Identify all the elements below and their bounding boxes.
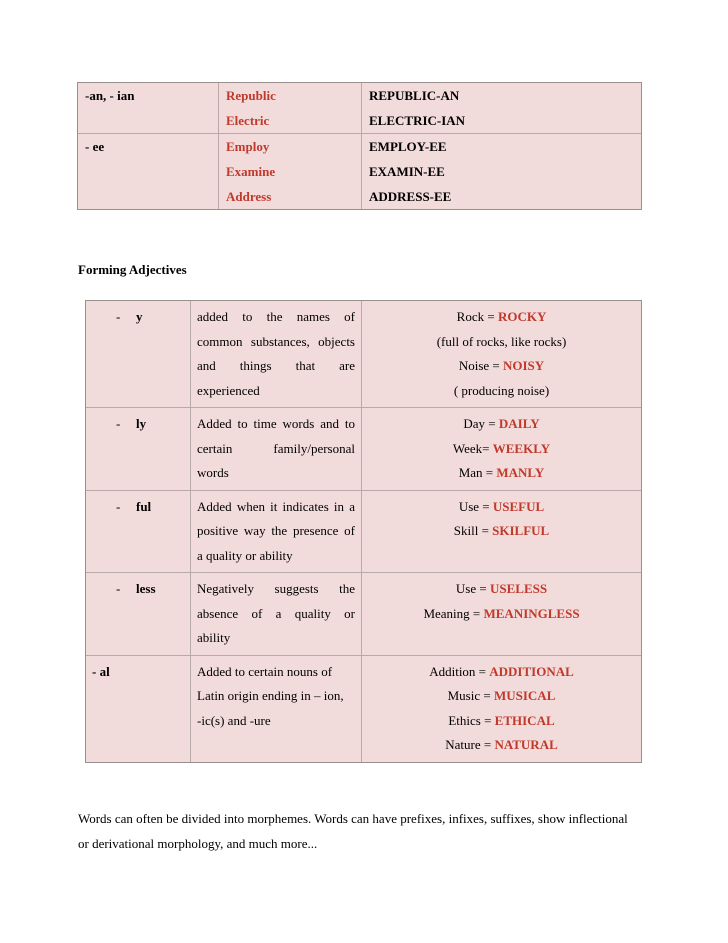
- example-note: ( producing noise): [453, 382, 550, 398]
- examples-cell: [362, 656, 641, 762]
- description-line: added to the names of: [197, 309, 355, 324]
- base-word: Examine: [226, 164, 276, 179]
- description-line: words: [197, 465, 229, 480]
- example-line: [368, 709, 635, 734]
- section-heading: Forming Adjectives: [78, 262, 187, 277]
- example-base: Meaning =: [423, 605, 484, 621]
- suffix-dash: -: [116, 581, 121, 596]
- suffix-cell: [86, 656, 191, 762]
- description-line: Added to time words and to: [197, 416, 355, 431]
- table-row: [78, 134, 641, 209]
- word-cell: [219, 134, 362, 209]
- result-word: ELECTRIC-IAN: [369, 113, 466, 128]
- base-word: Republic: [226, 88, 276, 103]
- description-cell: [191, 573, 362, 656]
- example-result: WEEKLY: [492, 440, 551, 456]
- example-result: MEANINGLESS: [483, 605, 580, 621]
- base-word: Electric: [226, 113, 270, 128]
- description-cell: [191, 408, 362, 491]
- suffix-noun-table: [77, 82, 642, 210]
- example-result: MUSICAL: [493, 688, 556, 703]
- example-result: ETHICAL: [494, 712, 555, 728]
- example-line: [368, 437, 635, 462]
- example-base: Week=: [452, 440, 493, 456]
- table-row: [78, 83, 641, 134]
- table-row: [86, 491, 641, 574]
- example-note: (full of rocks, like rocks): [436, 333, 567, 349]
- example-result: ROCKY: [497, 309, 547, 324]
- description-line: experienced: [197, 382, 260, 398]
- description-line: positive way the presence of: [197, 523, 355, 538]
- example-base: Day =: [463, 416, 499, 431]
- description-line: -ic(s) and -ure: [197, 712, 271, 728]
- suffix-dash: -: [116, 309, 121, 324]
- description-line: and things that are: [197, 358, 355, 373]
- example-line: [368, 305, 635, 330]
- examples-cell: [362, 573, 641, 656]
- examples-cell: [362, 408, 641, 491]
- description-cell: [191, 301, 362, 408]
- description-cell: [191, 656, 362, 762]
- example-line: [368, 519, 635, 544]
- example-line: [368, 733, 635, 758]
- table-row: [86, 573, 641, 656]
- suffix-cell: [86, 408, 191, 491]
- example-base: Man =: [458, 465, 497, 480]
- suffix-label: -an, - ian: [85, 88, 135, 103]
- example-result: MANLY: [496, 465, 545, 480]
- description-line: a quality or ability: [197, 547, 293, 563]
- example-result: NATURAL: [494, 737, 558, 752]
- table-row: [86, 301, 641, 408]
- suffix-label: less: [136, 581, 156, 596]
- suffix-dash: -: [116, 416, 121, 431]
- result-cell: [362, 134, 641, 209]
- suffix-label: y: [136, 309, 143, 324]
- forming-adjectives-table: [85, 300, 642, 763]
- suffix-cell: [86, 491, 191, 574]
- suffix-cell: [86, 573, 191, 656]
- description-line: absence of a quality or: [197, 605, 355, 621]
- examples-cell: [362, 301, 641, 408]
- example-result: DAILY: [498, 416, 540, 431]
- suffix-label: ful: [136, 498, 152, 514]
- example-line: [368, 495, 635, 520]
- result-word: EMPLOY-EE: [369, 139, 447, 154]
- example-result: USEFUL: [492, 498, 545, 514]
- example-result: USELESS: [489, 581, 548, 596]
- result-word: EXAMIN-EE: [369, 164, 445, 179]
- example-line: [368, 412, 635, 437]
- suffix-label: - ee: [85, 139, 105, 154]
- description-line: Added to certain nouns of: [197, 663, 333, 679]
- example-line: [368, 330, 635, 355]
- example-line: [368, 461, 635, 486]
- table-row: [86, 408, 641, 491]
- example-base: Skill =: [453, 523, 493, 538]
- example-base: Use =: [455, 581, 490, 596]
- example-base: Addition =: [429, 663, 490, 679]
- suffix-cell: [78, 134, 219, 209]
- suffix-label: ly: [136, 416, 147, 431]
- suffix-cell: [86, 301, 191, 408]
- examples-cell: [362, 491, 641, 574]
- example-line: [368, 660, 635, 685]
- example-base: Rock =: [456, 309, 498, 324]
- suffix-label: - al: [92, 663, 110, 679]
- example-result: ADDITIONAL: [489, 663, 574, 679]
- description-line: common substances, objects: [197, 333, 355, 349]
- example-base: Noise =: [458, 358, 503, 373]
- result-cell: [362, 83, 641, 134]
- body-paragraph: Words can often be divided into morphemes. Words can have prefixes, infixes, suffixes, show inflectional or derivational morphology, and much more...: [78, 811, 628, 851]
- base-word: Address: [226, 189, 272, 204]
- description-line: Negatively suggests the: [197, 581, 355, 596]
- description-cell: [191, 491, 362, 574]
- example-base: Ethics =: [448, 712, 495, 728]
- example-line: [368, 577, 635, 602]
- example-base: Nature =: [445, 737, 495, 752]
- suffix-cell: [78, 83, 219, 134]
- example-line: [368, 684, 635, 709]
- result-word: REPUBLIC-AN: [369, 88, 460, 103]
- description-line: Added when it indicates in a: [197, 498, 355, 514]
- description-line: ability: [197, 630, 231, 645]
- example-base: Use =: [458, 498, 493, 514]
- table-row: [86, 656, 641, 762]
- base-word: Employ: [226, 139, 270, 154]
- example-line: [368, 354, 635, 379]
- result-word: ADDRESS-EE: [369, 189, 452, 204]
- description-line: Latin origin ending in – ion,: [197, 688, 344, 703]
- example-base: Music =: [447, 688, 494, 703]
- example-result: SKILFUL: [492, 523, 550, 538]
- description-line: certain family/personal: [197, 440, 355, 456]
- example-result: NOISY: [502, 358, 545, 373]
- example-line: [368, 379, 635, 404]
- suffix-dash: -: [116, 498, 121, 514]
- word-cell: [219, 83, 362, 134]
- example-line: [368, 602, 635, 627]
